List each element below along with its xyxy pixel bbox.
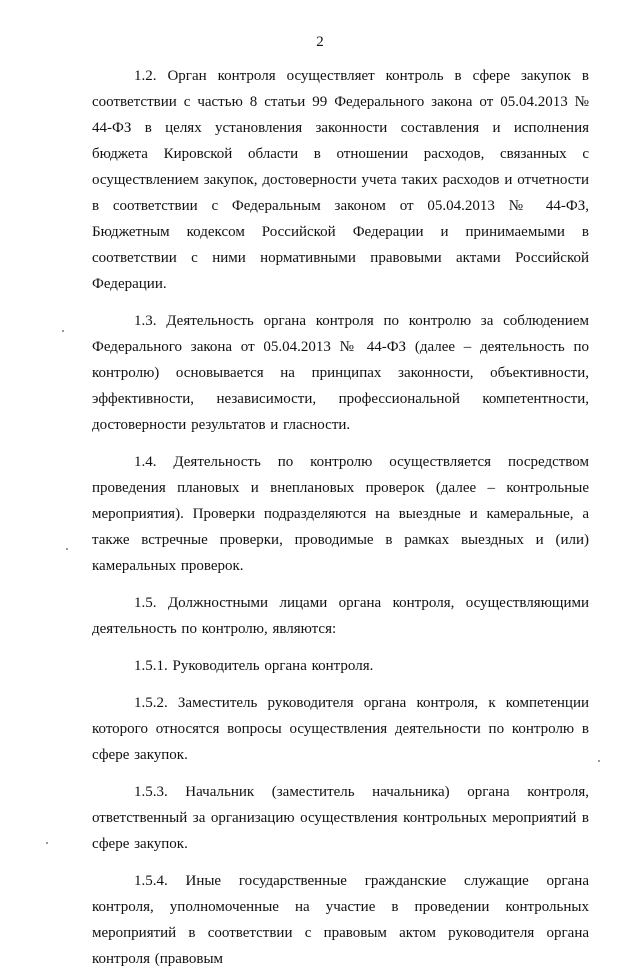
paragraph-1-5-2: 1.5.2. Заместитель руководителя органа контроля, к компетенции которого относятся вопросы осуществления деятельности по контролю в сфере закупок. <box>92 695 589 763</box>
paragraph-1-5-3: 1.5.3. Начальник (заместитель начальника) органа контроля, ответственный за организацию осуществления контрольных мероприятий в сфере закупок. <box>92 784 589 852</box>
paragraph-1-5-4: 1.5.4. Иные государственные гражданские служащие органа контроля, уполномоченные на участие в проведении контрольных мероприятий в соответствии с правовым актом руководителя органа контроля (правовым <box>92 873 589 967</box>
paragraph-1-5-1: 1.5.1. Руководитель органа контроля. <box>134 658 374 674</box>
scan-speck <box>598 760 600 762</box>
scan-speck <box>66 548 68 550</box>
scan-speck <box>62 330 64 332</box>
paragraph-1-2: 1.2. Орган контроля осуществляет контроль в сфере закупок в соответствии с частью 8 статьи 99 Федерального закона от 05.04.2013 № 44-ФЗ в целях установления законности составления и исполнения бюджета Кировской области в отношении расходов, связанных с осуществлением закупок, достоверности учета таких расходов и отчетности в соответствии с Федеральным законом от 05.04.2013 № 44-ФЗ, Бюджетным кодексом Российской Федерации и принимаемыми в соответствии с ними нормативными правовыми актами Российской Федерации. <box>92 68 589 292</box>
document-body <box>92 63 589 972</box>
scan-speck <box>46 842 48 844</box>
paragraph-1-4: 1.4. Деятельность по контролю осуществляется посредством проведения плановых и внеплановых проверок (далее – контрольные мероприятия). Проверки подразделяются на выездные и камеральные, а также встречные проверки, проводимые в рамках выездных и (или) камеральных проверок. <box>92 454 589 574</box>
paragraph-1-3: 1.3. Деятельность органа контроля по контролю за соблюдением Федерального закона от 05.04.2013 № 44-ФЗ (далее – деятельность по контролю) основывается на принципах законности, объективности, эффективности, независимости, профессиональной компетентности, достоверности результатов и гласности. <box>92 313 589 433</box>
page-number: 2 <box>316 34 324 50</box>
paragraph-1-5: 1.5. Должностными лицами органа контроля, осуществляющими деятельность по контролю, являются: <box>92 595 589 637</box>
